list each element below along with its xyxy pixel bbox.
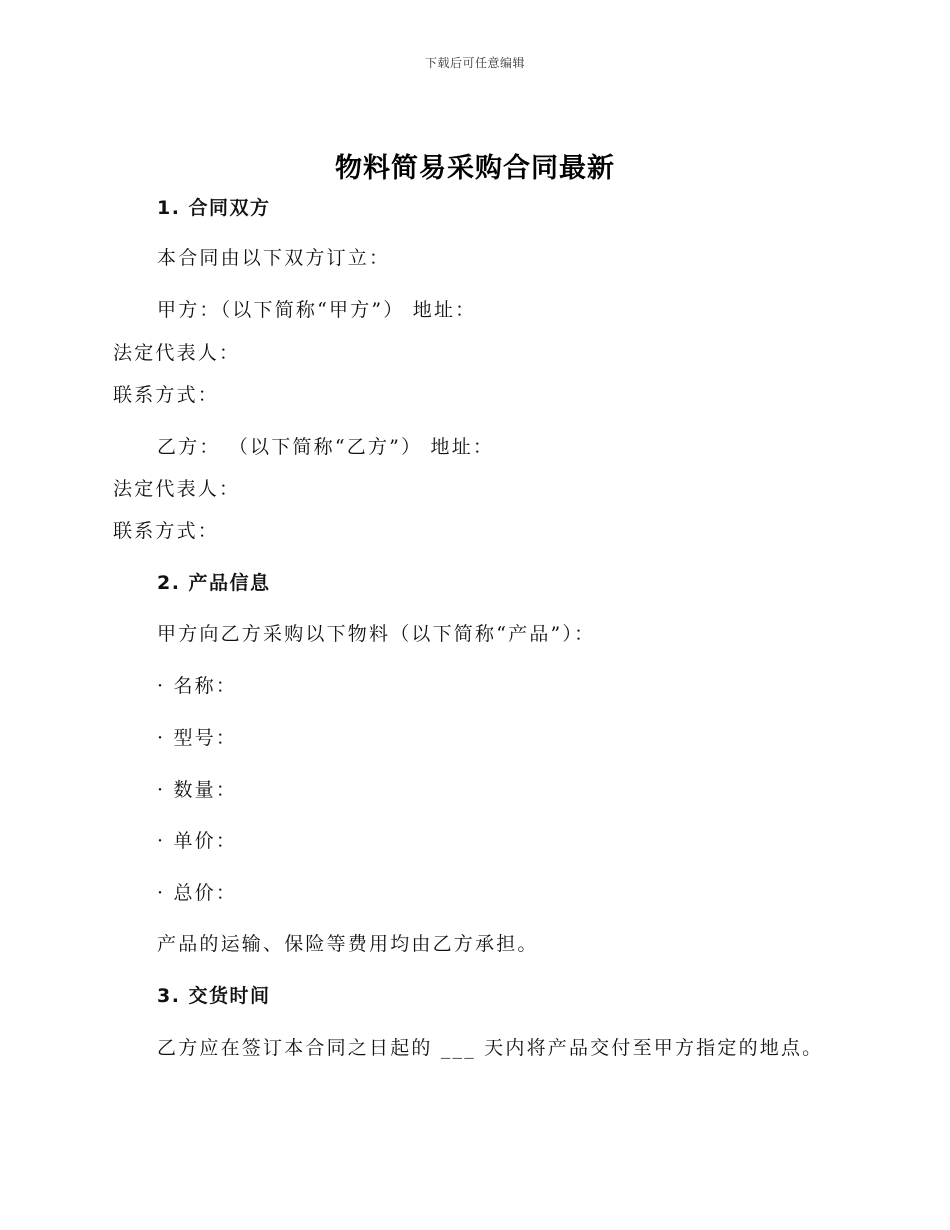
parties-intro: 本合同由以下双方订立： bbox=[157, 247, 391, 269]
section-heading-product: 2. 产品信息 bbox=[157, 572, 271, 594]
party-b-representative: 法定代表人： bbox=[113, 478, 241, 500]
product-intro: 甲方向乙方采购以下物料（以下简称“产品”）： bbox=[157, 623, 596, 645]
product-cost-note: 产品的运输、保险等费用均由乙方承担。 bbox=[157, 933, 539, 955]
party-b-contact: 联系方式： bbox=[113, 520, 220, 542]
party-a-line: 甲方：（以下简称“甲方”） 地址： bbox=[157, 299, 477, 321]
section-heading-parties: 1. 合同双方 bbox=[157, 197, 271, 219]
party-b-line: 乙方： （以下简称“乙方”） 地址： bbox=[157, 436, 495, 458]
product-item: · 名称： bbox=[157, 675, 238, 697]
product-item: · 总价： bbox=[157, 882, 238, 904]
section-heading-delivery: 3. 交货时间 bbox=[157, 985, 271, 1007]
delivery-text: 乙方应在签订本合同之日起的 ___ 天内将产品交付至甲方指定的地点。 bbox=[157, 1037, 824, 1059]
product-item: · 数量： bbox=[157, 779, 238, 801]
header-note: 下载后可任意编辑 bbox=[424, 56, 525, 70]
product-item: · 单价： bbox=[157, 830, 238, 852]
document-title: 物料简易采购合同最新 bbox=[335, 153, 615, 184]
party-a-representative: 法定代表人： bbox=[113, 342, 241, 364]
product-item: · 型号： bbox=[157, 727, 238, 749]
party-a-contact: 联系方式： bbox=[113, 384, 220, 406]
